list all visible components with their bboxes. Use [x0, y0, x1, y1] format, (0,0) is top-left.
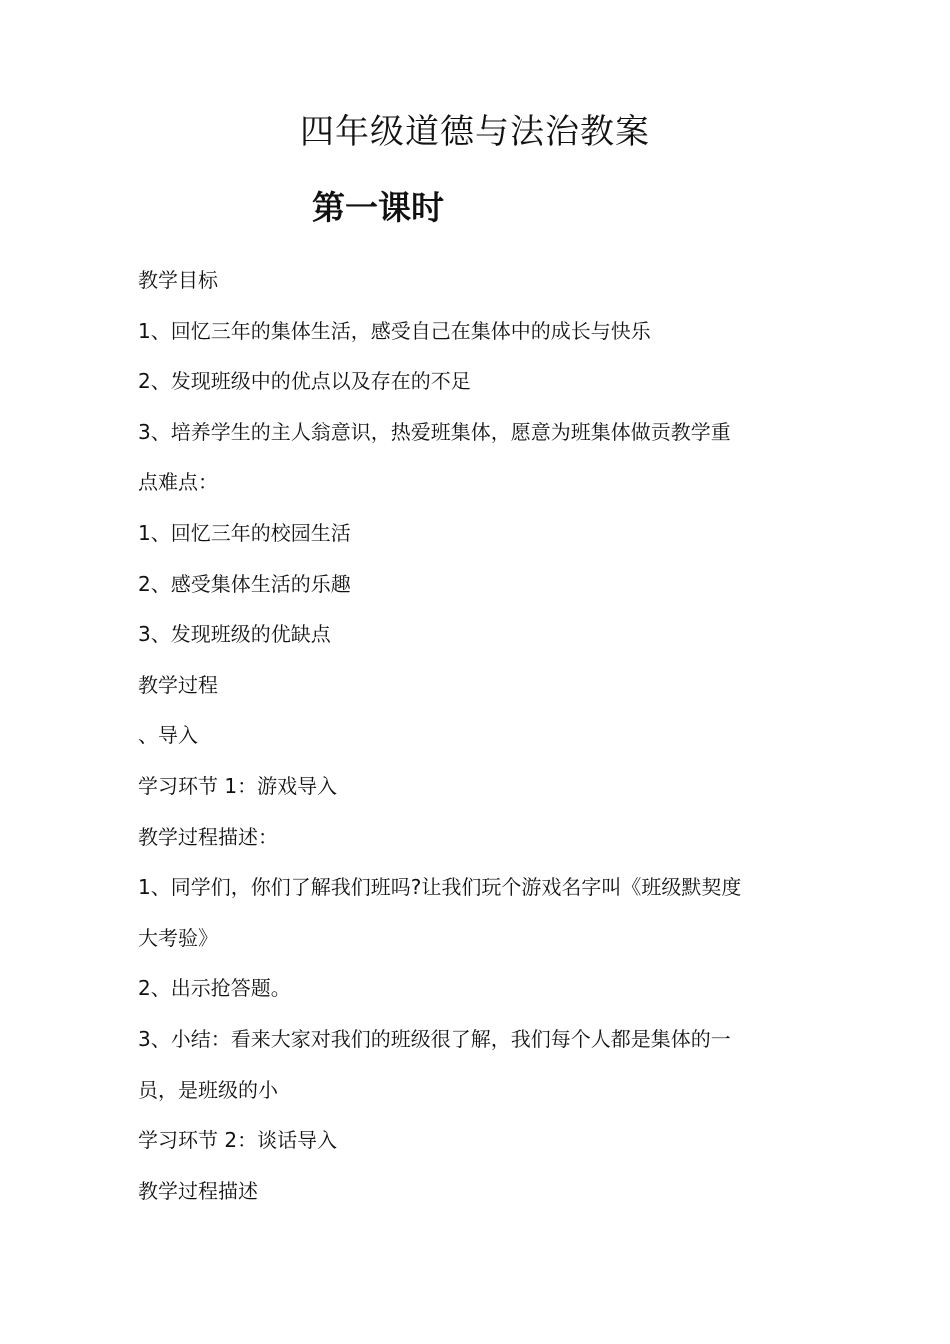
- learning-step-heading: 学习环节 1：游戏导入: [138, 773, 338, 798]
- process-item: 1、同学们，你们了解我们班吗?让我们玩个游戏名字叫《班级默契度: [138, 875, 742, 900]
- objective-item: 3、培养学生的主人翁意识，热爱班集体，愿意为班集体做贡教学重: [138, 419, 731, 444]
- section-heading-key-points: 点难点：: [138, 470, 218, 495]
- lesson-title: 第一课时: [312, 188, 444, 227]
- section-heading-objectives: 教学目标: [138, 268, 218, 292]
- document-title: 四年级道德与法治教案: [300, 112, 650, 152]
- subsection-heading-intro: 、导入: [138, 723, 198, 748]
- key-point-item: 3、发现班级的优缺点: [138, 622, 331, 647]
- process-item: 3、小结：看来大家对我们的班级很了解，我们每个人都是集体的一: [138, 1026, 731, 1051]
- section-heading-process: 教学过程: [138, 672, 218, 697]
- objective-item: 2、发现班级中的优点以及存在的不足: [138, 369, 471, 394]
- key-point-item: 2、感受集体生活的乐趣: [138, 571, 351, 596]
- process-item-continuation: 大考验》: [138, 925, 218, 950]
- key-point-item: 1、回忆三年的校园生活: [138, 520, 351, 545]
- document-body: [138, 262, 818, 1223]
- process-description-label: 教学过程描述: [138, 1178, 258, 1203]
- process-item-continuation: 员，是班级的小: [138, 1077, 278, 1102]
- objective-item: 1、回忆三年的集体生活，感受自己在集体中的成长与快乐: [138, 318, 651, 343]
- process-item: 2、出示抢答题。: [138, 976, 291, 1001]
- process-description-label: 教学过程描述：: [138, 824, 278, 849]
- learning-step-heading: 学习环节 2：谈话导入: [138, 1128, 338, 1153]
